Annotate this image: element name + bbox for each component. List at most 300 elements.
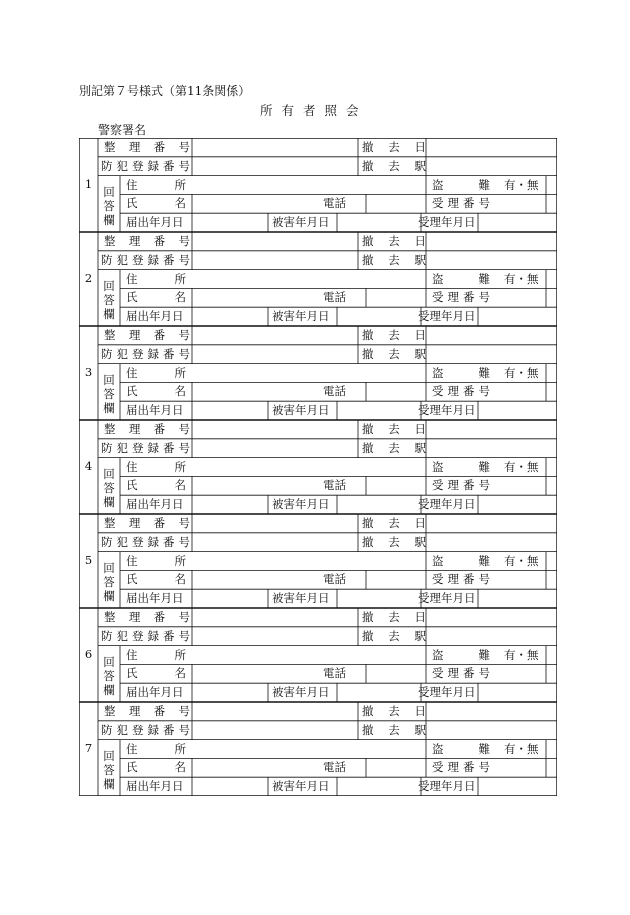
label-char: 番 [163,722,175,737]
label-char: 防 [101,628,113,643]
label-char: 番 [163,252,175,267]
label-char: 答 [103,480,115,495]
label-char: 号 [178,140,190,154]
label-char: 答 [103,574,115,589]
label-char: 整 [104,610,116,624]
theft-label [432,271,490,286]
label-char: 欄 [103,776,115,791]
label-char: 所 [174,459,186,474]
name-label [126,762,186,774]
label-char: 答 [103,292,115,307]
label-char: 住 [126,553,138,568]
acceptance-number-label [432,386,490,398]
label-char: 名 [174,478,186,493]
label-char: 駅 [414,534,426,549]
label-char: 撤 [362,722,374,737]
label-char: 号 [178,234,190,248]
label-char: 撤 [362,422,374,436]
label-char: 犯 [116,534,128,549]
acceptance-number-label [432,574,490,586]
label-char: 名 [174,572,186,587]
report-date-label: 届出年月日 [126,685,184,700]
label-char: 録 [147,440,159,455]
label-char: 受 [432,572,444,587]
label-char: 理 [447,196,459,211]
label-char: 撤 [362,610,374,624]
phone-label: 電話 [323,572,346,587]
report-date-label: 届出年月日 [126,403,184,418]
name-label [126,668,186,680]
label-char: 理 [128,516,141,530]
label-char: 氏 [126,666,138,681]
address-label [126,553,186,568]
label-char: 理 [447,760,459,775]
label-char: 防 [101,722,113,737]
name-label [126,292,186,304]
label-char: 日 [414,422,426,436]
theft-yes-no: 有・無 [504,553,539,568]
label-char: 盗 [432,647,444,662]
control-number-label [104,330,190,342]
label-char: 回 [103,749,115,764]
label-char: 撤 [362,628,374,643]
acceptance-number-label [432,762,490,774]
crime-prevention-number-label [101,534,190,549]
label-char: 住 [126,741,138,756]
record-number: 5 [84,553,93,567]
damage-date-label: 被害年月日 [272,403,330,418]
removal-date-label [362,518,426,530]
crime-prevention-number-label [101,346,190,361]
label-char: 番 [153,140,166,154]
label-char: 理 [128,328,141,342]
label-char: 理 [128,704,141,718]
crime-prevention-number-label [101,158,190,173]
label-char: 所 [174,553,186,568]
label-char: 撤 [362,346,374,361]
label-char: 犯 [116,628,128,643]
label-char: 盗 [432,365,444,380]
label-char: 去 [388,610,400,624]
theft-yes-no: 有・無 [504,647,539,662]
label-char: 号 [178,722,190,737]
answer-column-label [98,652,120,702]
crime-prevention-number-label [101,252,190,267]
inquiry-table [79,138,557,797]
label-char: 号 [178,516,190,530]
label-char: 駅 [414,440,426,455]
label-char: 号 [178,534,190,549]
label-char: 受 [432,478,444,493]
answer-column-label [98,558,120,608]
label-char: 受 [432,196,444,211]
label-char: 撤 [362,158,374,173]
label-char: 理 [447,666,459,681]
label-char: 去 [388,346,400,361]
acceptance-date-label: 受理年月日 [418,215,476,230]
label-char: 名 [174,666,186,681]
label-char: 理 [447,290,459,305]
record-number: 2 [84,271,93,285]
damage-date-label: 被害年月日 [272,215,330,230]
label-char: 去 [388,516,400,530]
label-char: 駅 [414,722,426,737]
label-char: 盗 [432,177,444,192]
report-date-label: 届出年月日 [126,215,184,230]
label-char: 撤 [362,704,374,718]
label-char: 駅 [414,628,426,643]
removal-date-label [362,236,426,248]
report-date-label: 届出年月日 [126,779,184,794]
theft-yes-no: 有・無 [504,365,539,380]
address-label [126,271,186,286]
form-title: 所有者照会 [260,103,368,118]
removal-station-label [362,534,426,549]
removal-date-label [362,142,426,154]
label-char: 回 [103,373,115,388]
label-char: 氏 [126,478,138,493]
control-number-label [104,424,190,436]
label-char: 理 [447,478,459,493]
label-char: 理 [128,422,141,436]
label-char: 録 [147,722,159,737]
label-char: 防 [101,346,113,361]
label-char: 番 [163,628,175,643]
label-char: 犯 [116,722,128,737]
label-char: 日 [414,234,426,248]
label-char: 日 [414,140,426,154]
label-char: 名 [174,290,186,305]
removal-date-label [362,612,426,624]
label-char: 日 [414,704,426,718]
label-char: 盗 [432,741,444,756]
answer-column-label [98,276,120,326]
label-char: 防 [101,158,113,173]
label-char: 氏 [126,572,138,587]
address-label [126,365,186,380]
label-char: 回 [103,561,115,576]
acceptance-date-label: 受理年月日 [418,497,476,512]
name-label [126,480,186,492]
label-char: 号 [178,440,190,455]
label-char: 答 [103,668,115,683]
label-char: 登 [132,252,144,267]
label-char: 整 [104,140,116,154]
crime-prevention-number-label [101,722,190,737]
label-char: 去 [388,628,400,643]
label-char: 去 [388,422,400,436]
acceptance-number-label [432,480,490,492]
crime-prevention-number-label [101,440,190,455]
theft-label [432,459,490,474]
label-char: 盗 [432,553,444,568]
label-char: 番 [153,516,166,530]
label-char: 防 [101,252,113,267]
label-char: 欄 [103,588,115,603]
label-char: 番 [163,158,175,173]
theft-yes-no: 有・無 [504,459,539,474]
label-char: 犯 [116,440,128,455]
label-char: 登 [132,722,144,737]
form-ref: 別記第７号様式（第11条関係） [79,84,251,98]
label-char: 難 [478,553,490,568]
label-char: 欄 [103,212,115,227]
acceptance-date-label: 受理年月日 [418,779,476,794]
label-char: 盗 [432,459,444,474]
label-char: 番 [153,234,166,248]
label-char: 去 [388,722,400,737]
damage-date-label: 被害年月日 [272,779,330,794]
label-char: 登 [132,440,144,455]
label-char: 番 [463,760,475,775]
label-char: 番 [463,384,475,399]
label-char: 番 [463,290,475,305]
label-char: 氏 [126,760,138,775]
theft-yes-no: 有・無 [504,271,539,286]
control-number-label [104,142,190,154]
label-char: 欄 [103,400,115,415]
label-char: 録 [147,158,159,173]
label-char: 理 [128,234,141,248]
label-char: 去 [388,704,400,718]
label-char: 整 [104,234,116,248]
label-char: 号 [478,196,490,211]
label-char: 名 [174,196,186,211]
label-char: 番 [153,422,166,436]
label-char: 番 [463,196,475,211]
label-char: 日 [414,516,426,530]
label-char: 撤 [362,140,374,154]
label-char: 号 [178,422,190,436]
label-char: 回 [103,185,115,200]
label-char: 理 [128,610,141,624]
label-char: 去 [388,234,400,248]
label-char: 欄 [103,494,115,509]
control-number-label [104,612,190,624]
record-number: 6 [84,647,93,661]
label-char: 号 [178,252,190,267]
acceptance-number-label [432,668,490,680]
label-char: 番 [163,440,175,455]
label-char: 難 [478,365,490,380]
removal-station-label [362,722,426,737]
label-char: 去 [388,140,400,154]
label-char: 理 [447,384,459,399]
label-char: 所 [174,271,186,286]
label-char: 犯 [116,158,128,173]
label-char: 難 [478,459,490,474]
label-char: 難 [478,271,490,286]
name-label [126,386,186,398]
label-char: 号 [478,760,490,775]
report-date-label: 届出年月日 [126,591,184,606]
label-char: 登 [132,628,144,643]
label-char: 駅 [414,346,426,361]
address-label [126,741,186,756]
label-char: 番 [463,666,475,681]
label-char: 番 [463,478,475,493]
label-char: 所 [174,177,186,192]
label-char: 号 [478,572,490,587]
acceptance-number-label [432,292,490,304]
control-number-label [104,236,190,248]
label-char: 所 [174,741,186,756]
label-char: 難 [478,741,490,756]
damage-date-label: 被害年月日 [272,497,330,512]
label-char: 名 [174,384,186,399]
acceptance-date-label: 受理年月日 [418,685,476,700]
label-char: 号 [178,346,190,361]
address-label [126,647,186,662]
label-char: 住 [126,271,138,286]
label-char: 号 [478,666,490,681]
name-label [126,198,186,210]
label-char: 番 [153,610,166,624]
police-station-label: 警察署名 [98,123,147,137]
record-number: 3 [84,365,93,379]
label-char: 回 [103,279,115,294]
label-char: 住 [126,647,138,662]
label-char: 号 [478,384,490,399]
removal-station-label [362,252,426,267]
theft-label [432,741,490,756]
label-char: 受 [432,384,444,399]
label-char: 理 [128,140,141,154]
label-char: 駅 [414,252,426,267]
label-char: 受 [432,760,444,775]
record-number: 7 [84,741,93,755]
answer-column-label [98,464,120,514]
label-char: 住 [126,365,138,380]
name-label [126,574,186,586]
label-char: 回 [103,467,115,482]
label-char: 撤 [362,534,374,549]
label-char: 難 [478,177,490,192]
label-char: 受 [432,666,444,681]
label-char: 撤 [362,234,374,248]
label-char: 住 [126,459,138,474]
removal-date-label [362,424,426,436]
label-char: 撤 [362,328,374,342]
theft-label [432,553,490,568]
label-char: 日 [414,328,426,342]
report-date-label: 届出年月日 [126,309,184,324]
label-char: 録 [147,346,159,361]
label-char: 受 [432,290,444,305]
label-char: 回 [103,655,115,670]
label-char: 所 [174,647,186,662]
phone-label: 電話 [323,666,346,681]
acceptance-number-label [432,198,490,210]
label-char: 撤 [362,252,374,267]
label-char: 防 [101,534,113,549]
report-date-label: 届出年月日 [126,497,184,512]
label-char: 氏 [126,196,138,211]
label-char: 答 [103,386,115,401]
record-number: 1 [84,177,93,191]
label-char: 整 [104,704,116,718]
label-char: 番 [153,704,166,718]
label-char: 去 [388,440,400,455]
label-char: 番 [153,328,166,342]
label-char: 駅 [414,158,426,173]
label-char: 録 [147,252,159,267]
label-char: 登 [132,534,144,549]
acceptance-date-label: 受理年月日 [418,591,476,606]
label-char: 番 [163,346,175,361]
control-number-label [104,706,190,718]
label-char: 氏 [126,384,138,399]
acceptance-date-label: 受理年月日 [418,309,476,324]
label-char: 去 [388,328,400,342]
label-char: 撤 [362,440,374,455]
answer-column-label [98,370,120,420]
theft-label [432,177,490,192]
answer-column-label [98,746,120,796]
label-char: 理 [447,572,459,587]
removal-station-label [362,440,426,455]
label-char: 去 [388,252,400,267]
label-char: 号 [478,478,490,493]
control-number-label [104,518,190,530]
label-char: 番 [163,534,175,549]
record-number: 4 [84,459,93,473]
label-char: 去 [388,158,400,173]
theft-label [432,365,490,380]
label-char: 欄 [103,682,115,697]
label-char: 答 [103,198,115,213]
label-char: 所 [174,365,186,380]
theft-label [432,647,490,662]
label-char: 日 [414,610,426,624]
label-char: 整 [104,516,116,530]
label-char: 号 [178,610,190,624]
label-char: 録 [147,628,159,643]
removal-station-label [362,158,426,173]
label-char: 録 [147,534,159,549]
theft-yes-no: 有・無 [504,741,539,756]
phone-label: 電話 [323,478,346,493]
phone-label: 電話 [323,290,346,305]
crime-prevention-number-label [101,628,190,643]
label-char: 号 [178,158,190,173]
label-char: 号 [178,628,190,643]
label-char: 番 [463,572,475,587]
removal-station-label [362,628,426,643]
phone-label: 電話 [323,196,346,211]
label-char: 住 [126,177,138,192]
label-char: 盗 [432,271,444,286]
label-char: 難 [478,647,490,662]
damage-date-label: 被害年月日 [272,309,330,324]
removal-date-label [362,330,426,342]
label-char: 欄 [103,306,115,321]
address-label [126,459,186,474]
removal-date-label [362,706,426,718]
label-char: 号 [478,290,490,305]
removal-station-label [362,346,426,361]
label-char: 防 [101,440,113,455]
label-char: 名 [174,760,186,775]
label-char: 号 [178,704,190,718]
label-char: 号 [178,328,190,342]
label-char: 犯 [116,252,128,267]
phone-label: 電話 [323,384,346,399]
answer-column-label [98,182,120,232]
label-char: 整 [104,328,116,342]
address-label [126,177,186,192]
phone-label: 電話 [323,760,346,775]
